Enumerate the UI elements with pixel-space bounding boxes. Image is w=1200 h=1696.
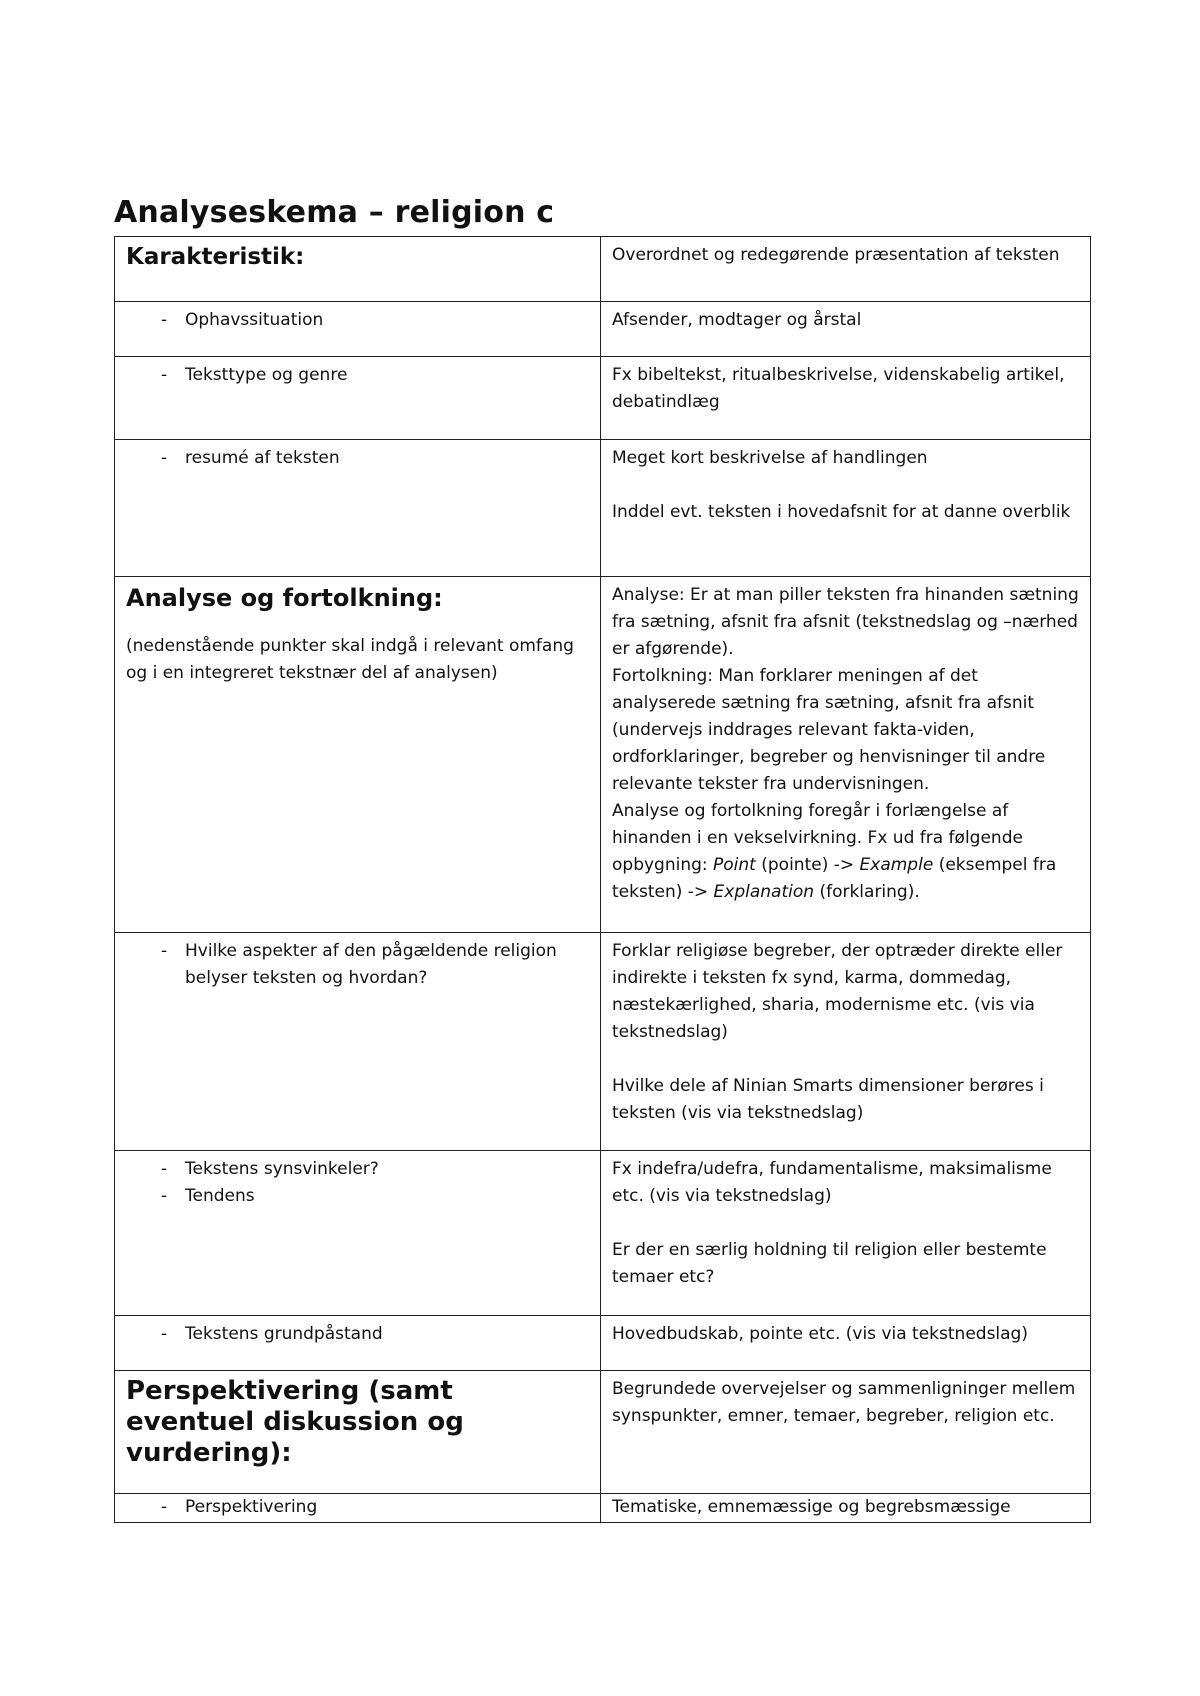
section-heading-analyse: Analyse og fortolkning:	[126, 584, 443, 612]
opbygning-text: (pointe) ->	[755, 855, 860, 875]
explanation-term: Explanation	[713, 882, 815, 902]
bullet-dash: -	[161, 1159, 168, 1179]
bullet-dash: -	[161, 1497, 168, 1517]
cell-description	[601, 357, 1091, 440]
cell-description	[601, 302, 1091, 357]
bullet-dash: -	[161, 448, 168, 468]
cell-label	[115, 440, 601, 577]
bullet-item	[126, 445, 590, 472]
bullet-item	[126, 1321, 590, 1348]
description-text: Forklar religiøse begreber, der optræder direkte eller indirekte i teksten fx synd, karma, dommedag, næstekærlighed, sharia, modernisme etc. (vis via tekstnedslag)	[612, 941, 1063, 1042]
bullet-dash: -	[161, 365, 168, 385]
cell-label	[115, 1494, 601, 1523]
bullet-dash: -	[161, 941, 168, 961]
cell-description	[601, 237, 1091, 302]
bullet-dash: -	[161, 1324, 168, 1344]
cell-description	[601, 440, 1091, 577]
bullet-item	[126, 1183, 590, 1210]
description-text: Begrundede overvejelser og sammenligninger mellem synspunkter, emner, temaer, begreber, religion etc.	[612, 1379, 1076, 1426]
cell-description	[601, 933, 1091, 1151]
description-text: Fx bibeltekst, ritualbeskrivelse, videnskabelig artikel, debatindlæg	[612, 365, 1065, 412]
section-heading-perspektivering: Perspektivering (samt eventuel diskussion og vurdering):	[126, 1376, 464, 1468]
table-row-synsvinkler	[115, 1151, 1091, 1316]
table-row-analyse	[115, 577, 1091, 933]
bullet-item	[126, 362, 590, 389]
analyse-paragraph: Analyse: Er at man piller teksten fra hinanden sætning fra sætning, afsnit fra afsnit (tekstnedslag og –nærhed er afgørende).	[612, 585, 1079, 659]
cell-heading	[115, 577, 601, 933]
cell-heading	[115, 1371, 601, 1494]
opbygning-text: (eksempel fra teksten) ->	[612, 855, 1057, 902]
cell-label	[115, 1151, 601, 1316]
bullet-item	[126, 1494, 590, 1521]
analysis-table	[114, 236, 1091, 1523]
section-heading-karakteristik: Karakteristik:	[126, 244, 305, 270]
opbygning-text: Analyse og fortolkning foregår i forlængelse af hinanden i en vekselvirkning. Fx ud fra følgende opbygning:	[612, 801, 1023, 875]
bullet-dash: -	[161, 310, 168, 330]
description-text: Afsender, modtager og årstal	[612, 310, 862, 330]
table-row-ophav	[115, 302, 1091, 357]
cell-label	[115, 933, 601, 1151]
opbygning-text: (forklaring).	[814, 882, 920, 902]
opbygning-paragraph	[612, 798, 1080, 906]
document-title: Analyseskema – religion c	[114, 195, 555, 230]
bullet-label: Teksttype og genre	[185, 365, 348, 385]
bullet-label: Tendens	[185, 1186, 255, 1206]
cell-description	[601, 1371, 1091, 1494]
bullet-item	[126, 307, 590, 334]
section-note: (nedenstående punkter skal indgå i relevant omfang og i en integreret tekstnær del af analysen)	[126, 636, 574, 683]
table-row-perspektivering-heading	[115, 1371, 1091, 1494]
point-term: Point	[713, 855, 756, 875]
table-row-karakteristik	[115, 237, 1091, 302]
description-text: Hvilke dele af Ninian Smarts dimensioner berøres i teksten (vis via tekstnedslag)	[612, 1076, 1044, 1123]
bullet-label: Ophavssituation	[185, 310, 324, 330]
bullet-label: resumé af teksten	[185, 448, 340, 468]
table-row-resume	[115, 440, 1091, 577]
bullet-label: Hvilke aspekter af den pågældende religion belyser teksten og hvordan?	[185, 941, 557, 988]
bullet-label: Tekstens grundpåstand	[185, 1324, 383, 1344]
table-row-teksttype	[115, 357, 1091, 440]
table-row-perspektivering	[115, 1494, 1091, 1523]
description-text: Tematiske, emnemæssige og begrebsmæssige	[612, 1497, 1011, 1517]
description-text: Meget kort beskrivelse af handlingen	[612, 448, 928, 468]
cell-label	[115, 302, 601, 357]
description-text: Er der en særlig holdning til religion eller bestemte temaer etc?	[612, 1240, 1047, 1287]
cell-description	[601, 1494, 1091, 1523]
bullet-item	[126, 938, 590, 992]
table-row-aspekter	[115, 933, 1091, 1151]
bullet-dash: -	[161, 1186, 168, 1206]
cell-label	[115, 357, 601, 440]
bullet-label: Tekstens synsvinkeler?	[185, 1159, 379, 1179]
cell-description	[601, 1151, 1091, 1316]
description-text: Overordnet og redegørende præsentation af teksten	[612, 245, 1060, 265]
description-text: Inddel evt. teksten i hovedafsnit for at danne overblik	[612, 502, 1071, 522]
cell-description	[601, 577, 1091, 933]
cell-description	[601, 1316, 1091, 1371]
bullet-item	[126, 1156, 590, 1183]
example-term: Example	[859, 855, 934, 875]
cell-label	[115, 1316, 601, 1371]
bullet-label: Perspektivering	[185, 1497, 318, 1517]
cell-heading	[115, 237, 601, 302]
fortolkning-paragraph: Fortolkning: Man forklarer meningen af det analyserede sætning fra sætning, afsnit fra afsnit (undervejs inddrages relevant fakta-viden, ordforklaringer, begreber og henvisninger til andre relevante tekster fra undervisningen.	[612, 666, 1046, 794]
table-row-grundpaastand	[115, 1316, 1091, 1371]
description-text: Fx indefra/udefra, fundamentalisme, maksimalisme etc. (vis via tekstnedslag)	[612, 1159, 1052, 1206]
description-text: Hovedbudskab, pointe etc. (vis via tekstnedslag)	[612, 1324, 1028, 1344]
